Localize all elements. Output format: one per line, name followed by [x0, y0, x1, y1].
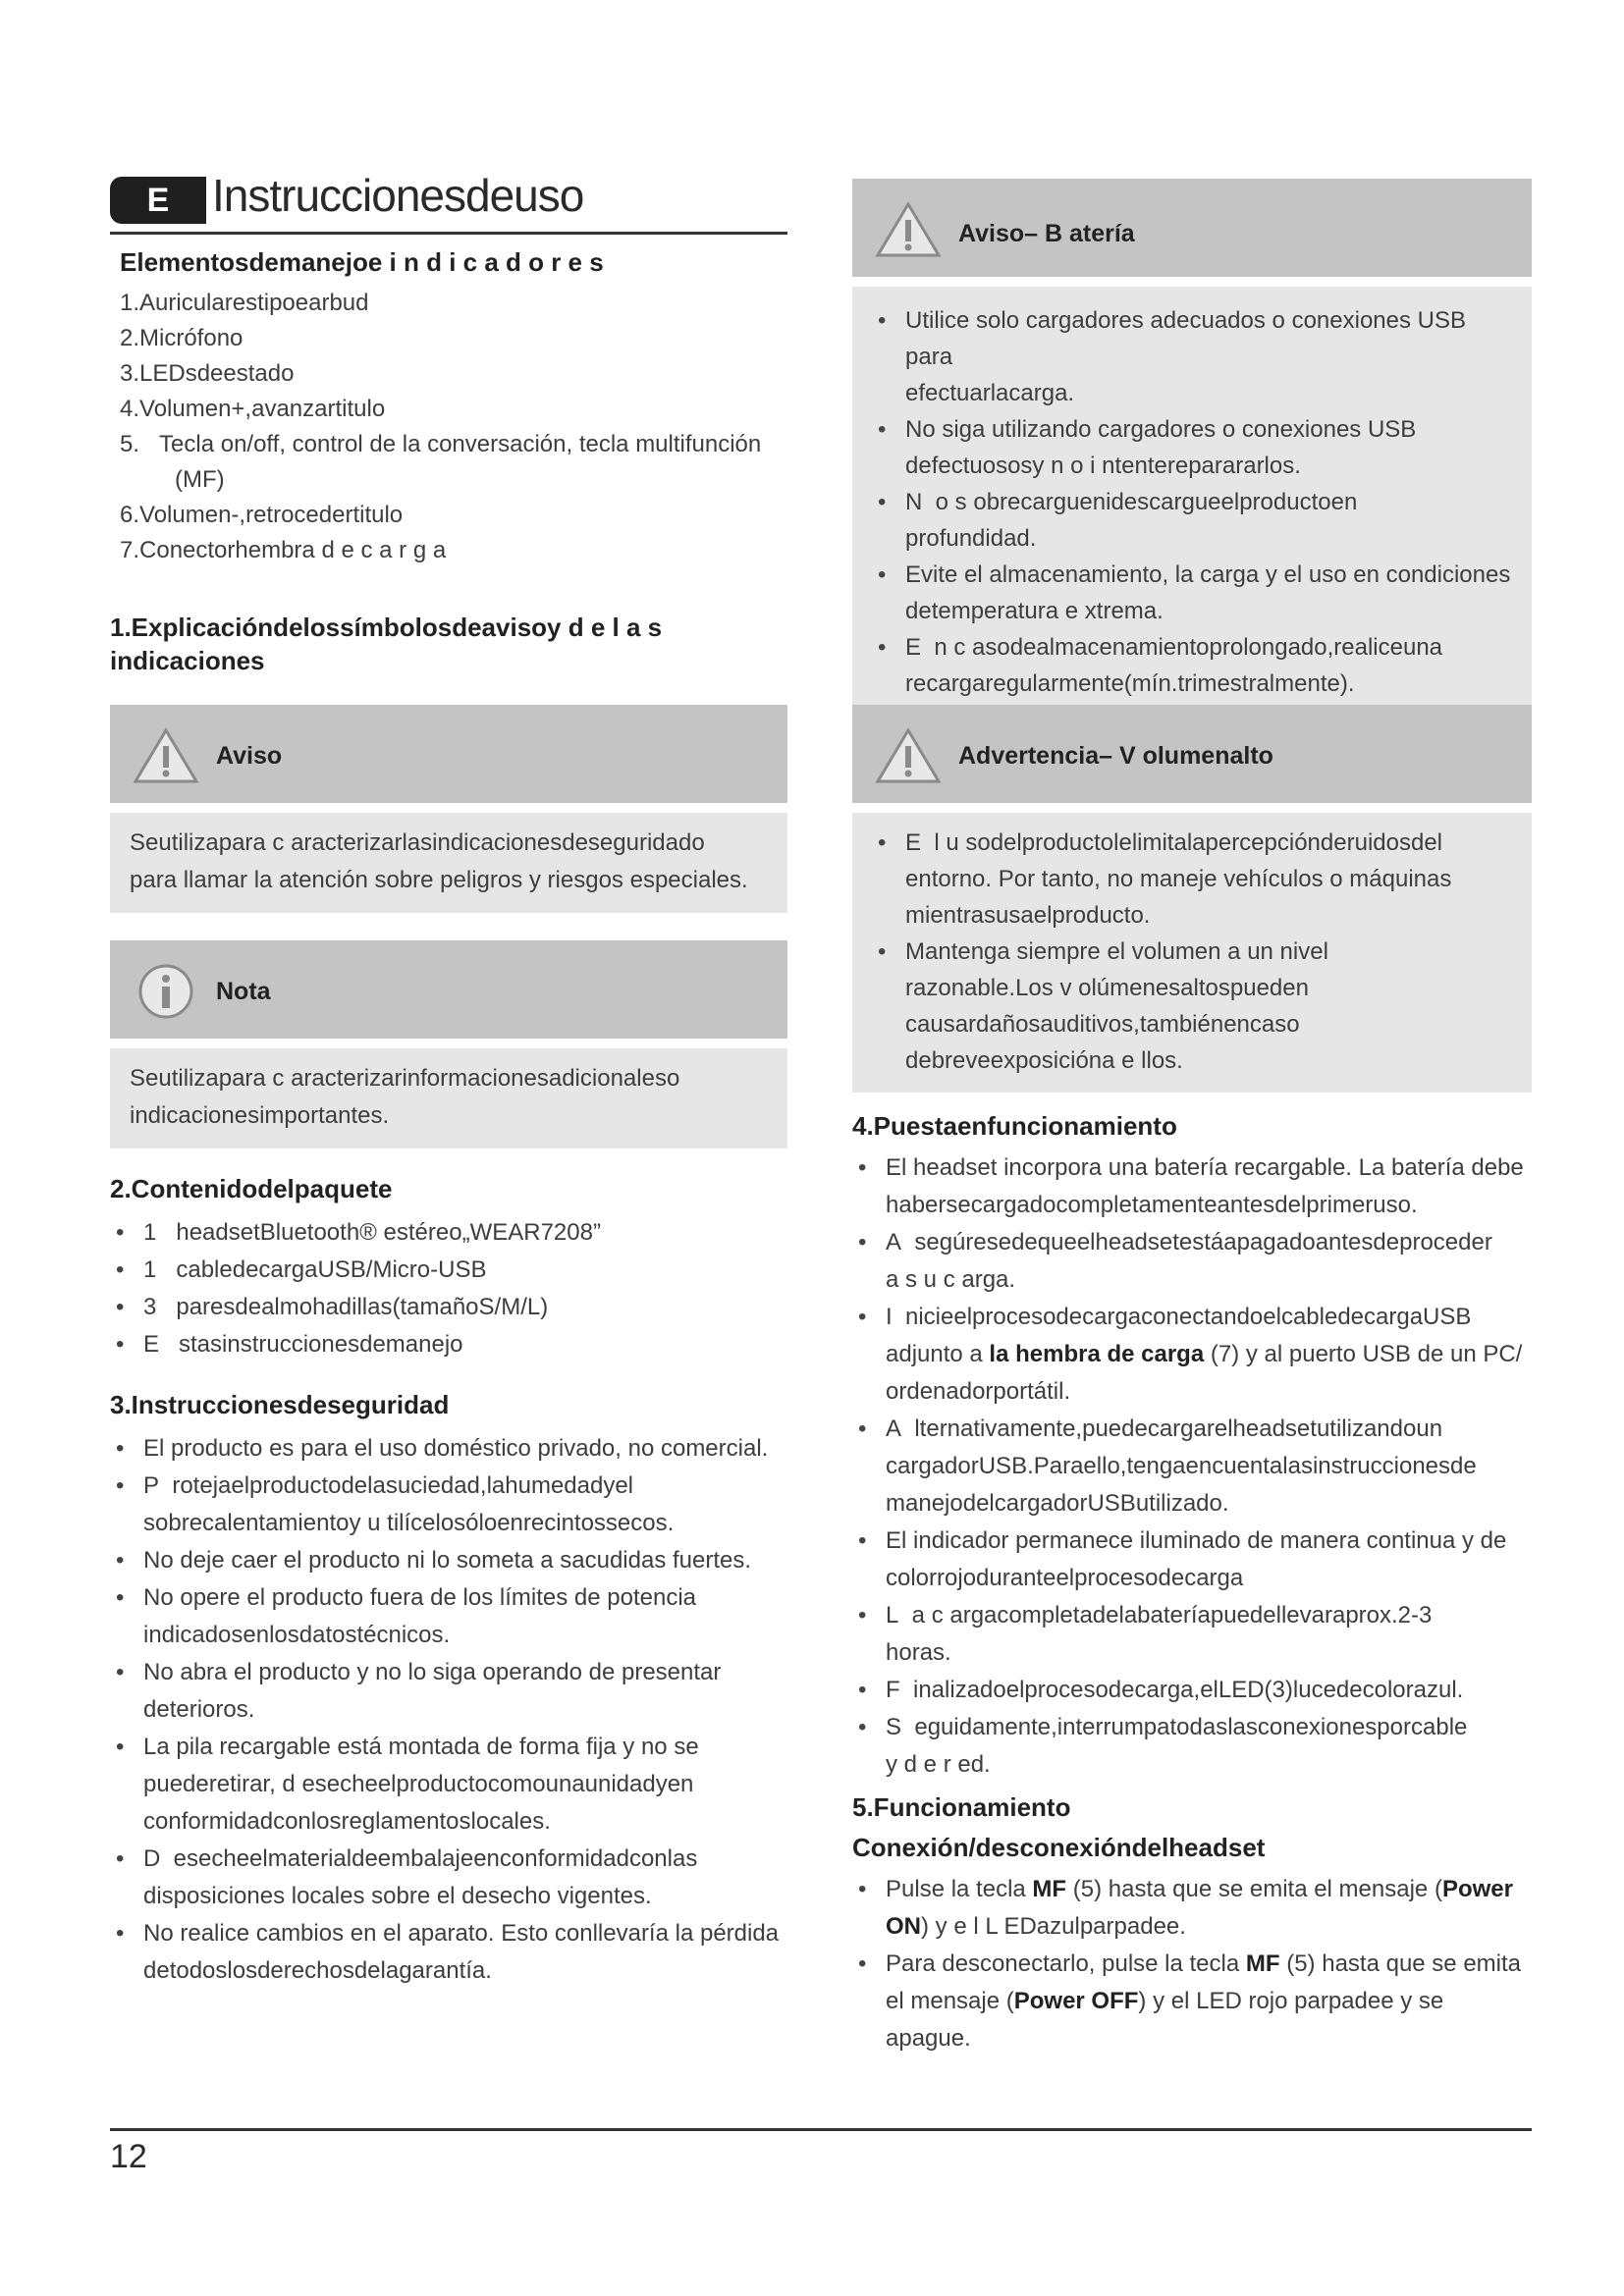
- list-item: • F inalizadoelprocesodecarga,elLED(3)lucedecolorazul.: [852, 1672, 1532, 1709]
- box-line: para llamar la atención sobre peligros y riesgos especiales.: [130, 867, 748, 893]
- list-item: • No deje caer el producto ni lo someta a sacudidas fuertes.: [110, 1542, 787, 1579]
- controls-heading: Elementosdemanejoe i n d i c a d o r e s: [120, 247, 604, 277]
- operation-subheading: Conexión/desconexióndelheadset: [852, 1833, 1266, 1862]
- list-item: 6.Volumen-,retrocedertitulo: [120, 502, 404, 528]
- package-section: [110, 1174, 787, 1363]
- header-divider: [110, 232, 787, 235]
- list-item: • A segúresedequeelheadsetestáapagadoantesdeproceder a s u c arga.: [852, 1224, 1532, 1299]
- list-item: • No opere el producto fuera de los límites de potencia indicadosenlosdatostécnicos.: [110, 1579, 787, 1654]
- warning-triangle-icon: [874, 726, 943, 785]
- note-box: [110, 940, 787, 1148]
- list-item: • D esecheelmaterialdeembalajeenconformidadconlas disposiciones locales sobre el desecho vigentes.: [110, 1841, 787, 1915]
- list-item: • L a c argacompletadelabateríapuedellevaraprox.2-3 horas.: [852, 1597, 1532, 1672]
- list-item: • Mantenga siempre el volumen a un nivel razonable.Los v olúmenesaltospueden causardañosauditivos,tambiénencaso debreveexposicióna e llos.: [872, 934, 1512, 1079]
- volume-box-header: [852, 705, 1532, 803]
- list-item: • E l u sodelproductolelimitalapercepciónderuidosdel entorno. Por tanto, no maneje vehículos o máquinas mientrasusaelproducto.: [872, 825, 1512, 934]
- battery-box-body: [852, 287, 1532, 716]
- operation-list: [852, 1871, 1532, 2057]
- list-item: • El producto es para el uso doméstico privado, no comercial.: [110, 1430, 787, 1468]
- list-item: 7.Conectorhembra d e c a r g a: [120, 537, 447, 563]
- battery-box-header: [852, 179, 1532, 277]
- list-item: • 3 paresdealmohadillas(tamañoS/M/L): [110, 1289, 787, 1326]
- list-item: • La pila recargable está montada de forma fija y no se puederetirar, d esecheelproductocomounaunidadyen conformidadconlosreglamentoslocales.: [110, 1729, 787, 1841]
- list-item: • P rotejaelproductodelasuciedad,lahumedadyel sobrecalentamientoy u tilícelosóloenrecintossecos.: [110, 1468, 787, 1542]
- list-item: • N o s obrecarguenidescargueelproductoen profundidad.: [872, 484, 1512, 557]
- box-line: Seutilizapara c aracterizarinformacionesadicionaleso: [130, 1065, 680, 1092]
- operation-heading: 5.Funcionamiento: [852, 1792, 1071, 1822]
- note-box-body: [110, 1048, 787, 1148]
- list-item: 1.Auricularestipoearbud: [120, 290, 369, 316]
- list-item: • Utilice solo cargadores adecuados o conexiones USB para efectuarlacarga.: [872, 302, 1512, 411]
- battery-box-label: Aviso– B atería: [958, 220, 1135, 247]
- battery-list: [872, 302, 1512, 702]
- footer-divider: [110, 2128, 1532, 2131]
- symbols-heading: 1.Explicacióndelossímbolosdeavisoy d e l a s indicaciones: [110, 613, 663, 675]
- list-item: 4.Volumen+,avanzartitulo: [120, 396, 386, 422]
- startup-list: [852, 1149, 1532, 1784]
- page-title: Instruccionesdeuso: [212, 170, 584, 221]
- warning-box-label: Aviso: [216, 742, 283, 770]
- list-item: • Evite el almacenamiento, la carga y el uso en condiciones detemperatura e xtrema.: [872, 557, 1512, 629]
- safety-heading: 3.Instruccionesdeseguridad: [110, 1390, 450, 1419]
- volume-box-body: [852, 813, 1532, 1093]
- volume-list: [872, 825, 1512, 1079]
- note-box-header: [110, 940, 787, 1039]
- list-item: • 1 cabledecargaUSB/Micro-USB: [110, 1252, 787, 1289]
- warning-triangle-icon: [874, 200, 943, 259]
- controls-section: [120, 247, 787, 568]
- warning-triangle-icon: [132, 726, 200, 785]
- page-number: 12: [110, 2138, 147, 2175]
- list-item: • No realice cambios en el aparato. Esto conllevaría la pérdida detodoslosderechosdelagarantía.: [110, 1915, 787, 1990]
- list-item: • E n c asodealmacenamientoprolongado,realiceuna recargaregularmente(mín.trimestralmente).: [872, 629, 1512, 702]
- list-item: • No siga utilizando cargadores o conexiones USB defectuososy n o i ntentereparararlos.: [872, 411, 1512, 484]
- list-item: 2.Micrófono: [120, 325, 244, 351]
- list-item: • El headset incorpora una batería recargable. La batería debe habersecargadocompletamenteantesdelprimeruso.: [852, 1149, 1532, 1224]
- volume-warning-box: [852, 705, 1532, 1093]
- startup-section: [852, 1111, 1532, 1784]
- list-item: • A lternativamente,puedecargarelheadsetutilizandoun cargadorUSB.Paraello,tengaencuentalasinstruccionesde manejodelcargadorUSButilizado.: [852, 1411, 1532, 1522]
- list-item: • El indicador permanece iluminado de manera continua y de colorrojoduranteelprocesodecarga: [852, 1522, 1532, 1597]
- list-item: • Para desconectarlo, pulse la tecla MF (5) hasta que se emita el mensaje (Power OFF) y el LED rojo parpadee y se apague.: [852, 1946, 1532, 2057]
- list-item: • S eguidamente,interrumpatodaslasconexionesporcable y d e r ed.: [852, 1709, 1532, 1784]
- warning-box-body: [110, 813, 787, 913]
- list-item: • I nicieelprocesodecargaconectandoelcabledecargaUSB adjunto a la hembra de carga (7) y al puerto USB de un PC/ ordenadorportátil.: [852, 1299, 1532, 1411]
- list-item: • 1 headsetBluetooth® estéreo„WEAR7208”: [110, 1214, 787, 1252]
- list-item: • No abra el producto y no lo siga operando de presentar deterioros.: [110, 1654, 787, 1729]
- box-line: Seutilizapara c aracterizarlasindicacionesdeseguridado: [130, 829, 705, 856]
- safety-list: [110, 1430, 787, 1990]
- volume-box-label: Advertencia– V olumenalto: [958, 742, 1273, 770]
- safety-section: [110, 1390, 787, 1990]
- list-item: 5. Tecla on/off, control de la conversación, tecla multifunción: [120, 431, 762, 457]
- operation-section: [852, 1792, 1532, 2057]
- warning-box-header: [110, 705, 787, 803]
- info-icon: [132, 962, 200, 1021]
- language-badge: E: [110, 177, 206, 224]
- box-line: indicacionesimportantes.: [130, 1102, 390, 1129]
- package-list: [110, 1214, 787, 1363]
- list-item: • Pulse la tecla MF (5) hasta que se emita el mensaje (Power ON) y e l L EDazulparpadee.: [852, 1871, 1532, 1946]
- controls-list: [120, 286, 787, 568]
- startup-heading: 4.Puestaenfuncionamiento: [852, 1111, 1177, 1141]
- list-item: • E stasinstruccionesdemanejo: [110, 1326, 787, 1363]
- list-item: (MF): [175, 466, 225, 493]
- battery-warning-box: [852, 179, 1532, 716]
- warning-box: [110, 705, 787, 913]
- note-box-label: Nota: [216, 978, 271, 1005]
- package-heading: 2.Contenidodelpaquete: [110, 1174, 393, 1203]
- document-header: [110, 170, 787, 236]
- list-item: 3.LEDsdeestado: [120, 360, 295, 387]
